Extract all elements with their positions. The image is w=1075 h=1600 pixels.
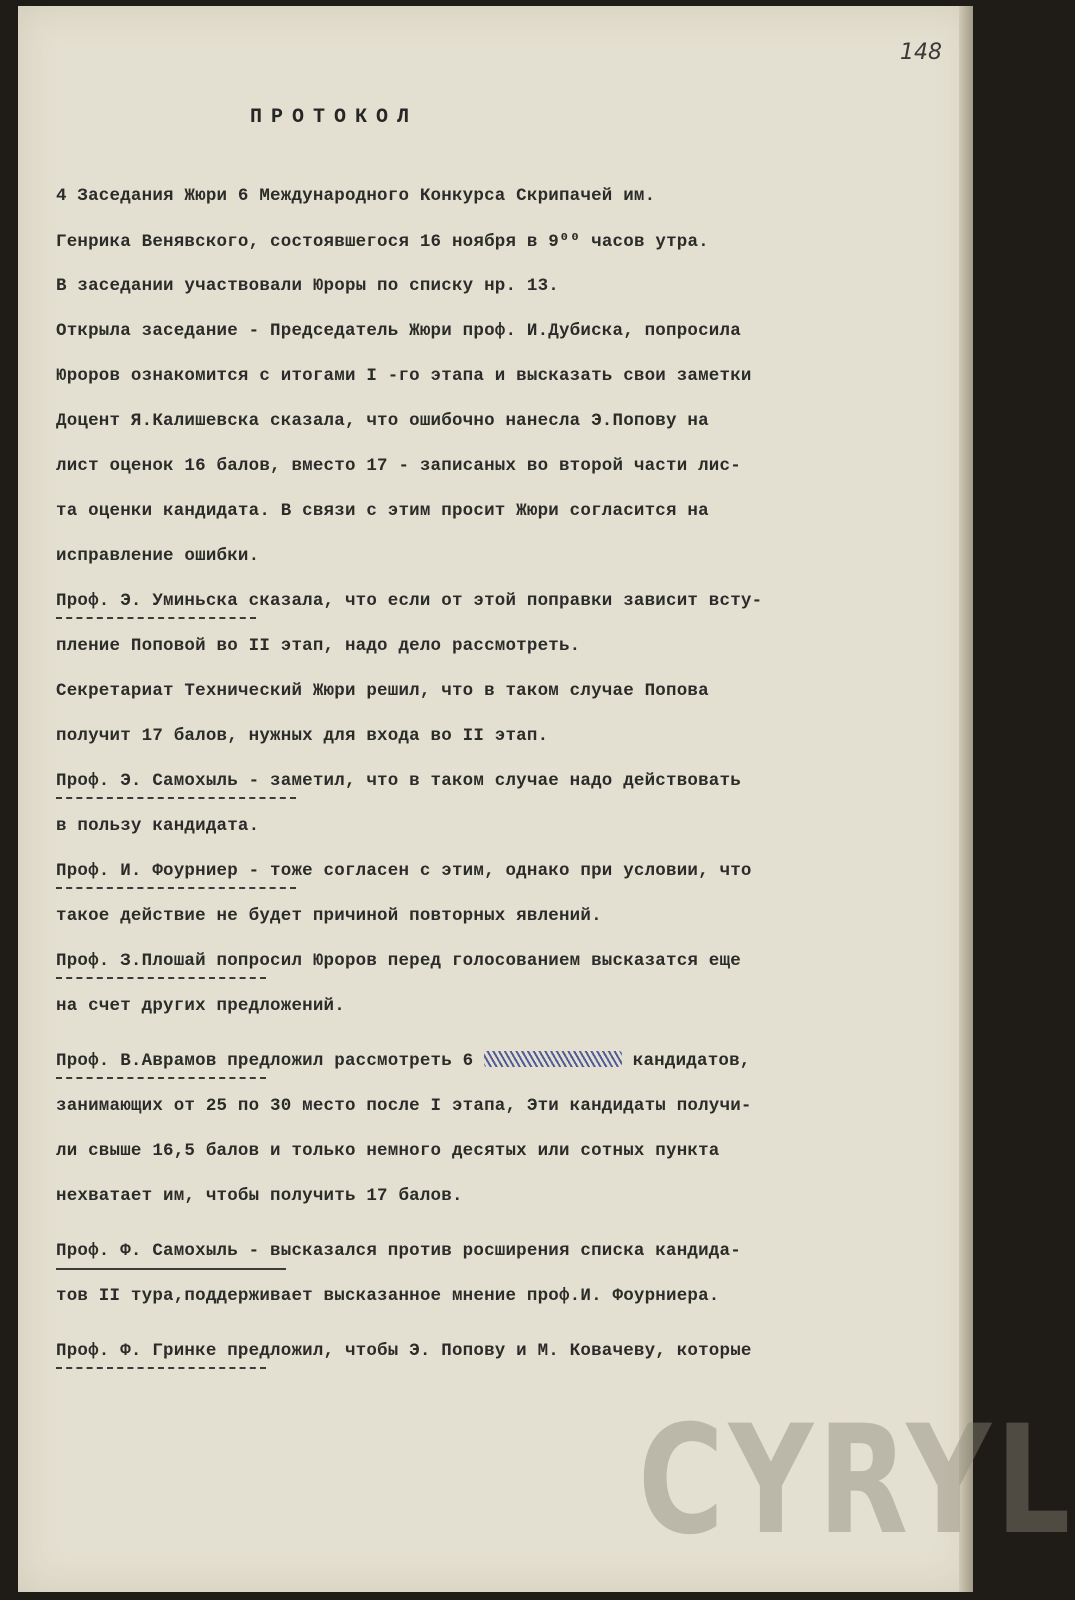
text-line: Доцент Я.Калишевска сказала, что ошибочно нанесла Э.Попову на xyxy=(56,411,709,431)
text-line: занимающих от 25 по 30 место после I этапа, Эти кандидаты получи- xyxy=(56,1096,752,1116)
text-line: Юроров ознакомится с итогами I -го этапа и высказать свои заметки xyxy=(56,366,752,386)
document-title: ПРОТОКОЛ xyxy=(250,106,419,129)
text-line: лист оценок 16 балов, вместо 17 - записаных во второй части лис- xyxy=(56,456,741,476)
text-line: Проф. Э. Самохыль - заметил, что в таком случае надо действовать xyxy=(56,771,741,791)
text-line: исправление ошибки. xyxy=(56,546,260,566)
text-line: пление Поповой во II этап, надо дело рассмотреть. xyxy=(56,636,581,656)
struck-out-word xyxy=(484,1051,622,1067)
text-line: нехватает им, чтобы получить 17 балов. xyxy=(56,1186,463,1206)
text-line: Секретариат Технический Жюри решил, что в таком случае Попова xyxy=(56,681,709,701)
text-line: Проф. И. Фоурниер - тоже согласен с этим, однако при условии, что xyxy=(56,861,752,881)
text-line: получит 17 балов, нужных для входа во II этап. xyxy=(56,726,549,746)
text-line: на счет других предложений. xyxy=(56,996,345,1016)
text-line: Проф. Ф. Самохыль - высказался против росширения списка кандида- xyxy=(56,1241,741,1261)
speaker-underline xyxy=(56,617,256,619)
binding-edge xyxy=(959,6,973,1592)
text-fragment: Проф. В.Аврамов предложил рассмотреть 6 xyxy=(56,1051,485,1071)
speaker-underline xyxy=(56,887,296,889)
text-line: в пользу кандидата. xyxy=(56,816,260,836)
document-page xyxy=(18,6,1075,1592)
text-fragment: кандидатов, xyxy=(622,1051,751,1071)
text-line: Генрика Венявского, состоявшегося 16 ноября в 9⁰⁰ часов утра. xyxy=(56,232,709,252)
archive-watermark: CYRYL xyxy=(638,1394,1075,1568)
speaker-underline xyxy=(56,1077,266,1079)
text-line: Проф. Ф. Гринке предложил, чтобы Э. Попову и М. Ковачеву, которые xyxy=(56,1341,752,1361)
speaker-underline xyxy=(56,1268,286,1270)
text-line: ли свыше 16,5 балов и только немного десятых или сотных пункта xyxy=(56,1141,720,1161)
speaker-underline xyxy=(56,977,266,979)
text-line: Проф. З.Плошай попросил Юроров перед голосованием высказатся еще xyxy=(56,951,741,971)
text-line: 4 Заседания Жюри 6 Международного Конкурса Скрипачей им. xyxy=(56,186,656,206)
speaker-underline xyxy=(56,1367,266,1369)
speaker-underline xyxy=(56,797,296,799)
text-line: тов II тура,поддерживает высказанное мнение проф.И. Фоурниера. xyxy=(56,1286,720,1306)
text-line: Проф. Э. Уминьска сказала, что если от этой поправки зависит всту- xyxy=(56,591,763,611)
text-line: та оценки кандидата. В связи с этим просит Жюри согласится на xyxy=(56,501,709,521)
page-number: 148 xyxy=(900,40,942,65)
text-line: Открыла заседание - Председатель Жюри проф. И.Дубиска, попросила xyxy=(56,321,741,341)
text-line: такое действие не будет причиной повторных явлений. xyxy=(56,906,602,926)
text-line xyxy=(56,1051,751,1071)
text-line: В заседании участвовали Юроры по списку нр. 13. xyxy=(56,276,559,296)
